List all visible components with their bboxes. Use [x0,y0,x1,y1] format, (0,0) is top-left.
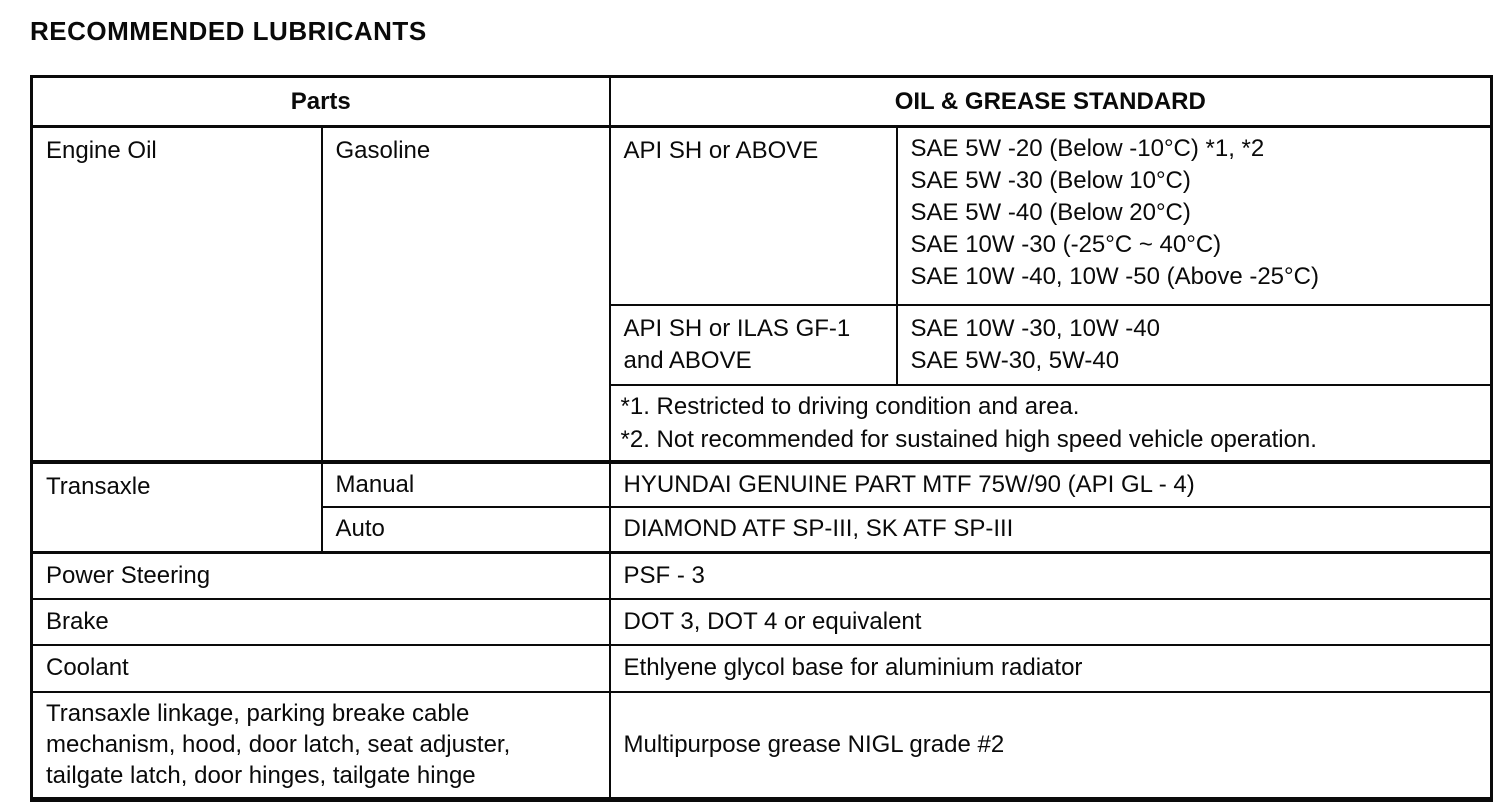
cell-api-sh-grade: API SH or ABOVE [610,127,897,305]
cell-transaxle-auto-label: Auto [322,507,610,553]
table-header-row [32,77,1492,127]
footnote-2: *2. Not recommended for sustained high speed vehicle operation. [620,425,1317,453]
cell-transaxle-manual-label: Manual [322,462,610,507]
cell-api-sh-sae-list [897,127,1492,305]
transaxle-manual-row [32,462,1492,507]
cell-power-steering-part: Power Steering [32,553,610,599]
cell-transaxle-manual-spec: HYUNDAI GENUINE PART MTF 75W/90 (API GL - 4) [610,462,1492,507]
cell-footnotes [610,385,1492,462]
footnote-1: *1. Restricted to driving condition and area. [620,392,1080,420]
cell-engine-oil-part: Engine Oil [32,127,322,462]
sae-spec-line: SAE 10W -40, 10W -50 (Above -25°C) [910,263,1319,290]
engine-oil-row-api-sh [32,127,1492,305]
cell-transaxle-part: Transaxle [32,462,322,553]
cell-api-ilas-grade [610,305,897,385]
api-grade-line: and ABOVE [623,346,752,374]
sae-spec-line: SAE 5W-30, 5W-40 [910,346,1120,374]
sae-spec-line: SAE 5W -40 (Below 20°C) [910,199,1191,226]
cell-brake-spec: DOT 3, DOT 4 or equivalent [610,599,1492,645]
header-parts: Parts [32,77,610,127]
lubricants-table [30,75,1493,802]
sae-spec-line: SAE 5W -30 (Below 10°C) [910,167,1191,194]
cell-grease-points-part: Transaxle linkage, parking breake cable mechanism, hood, door latch, seat adjuster, tailgate latch, door hinges, tailgate hinge [32,692,610,800]
brake-row [32,599,1492,645]
cell-coolant-spec: Ethlyene glycol base for aluminium radiator [610,645,1492,692]
cell-grease-points-spec: Multipurpose grease NIGL grade #2 [610,692,1492,800]
cell-brake-part: Brake [32,599,610,645]
grease-points-row [32,692,1492,800]
header-oil-grease-standard: OIL & GREASE STANDARD [610,77,1492,127]
cell-api-ilas-sae-list [897,305,1492,385]
sae-spec-line: SAE 10W -30 (-25°C ~ 40°C) [910,231,1222,258]
sae-spec-line: SAE 10W -30, 10W -40 [910,314,1160,342]
api-grade-line: API SH or ILAS GF-1 [623,314,851,342]
cell-coolant-part: Coolant [32,645,610,692]
page-title: RECOMMENDED LUBRICANTS [30,16,427,46]
cell-power-steering-spec: PSF - 3 [610,553,1492,599]
cell-transaxle-auto-spec: DIAMOND ATF SP-III, SK ATF SP-III [610,507,1492,553]
cell-engine-oil-fuel-type: Gasoline [322,127,610,462]
coolant-row [32,645,1492,692]
power-steering-row [32,553,1492,599]
sae-spec-line: SAE 5W -20 (Below -10°C) *1, *2 [910,135,1265,162]
